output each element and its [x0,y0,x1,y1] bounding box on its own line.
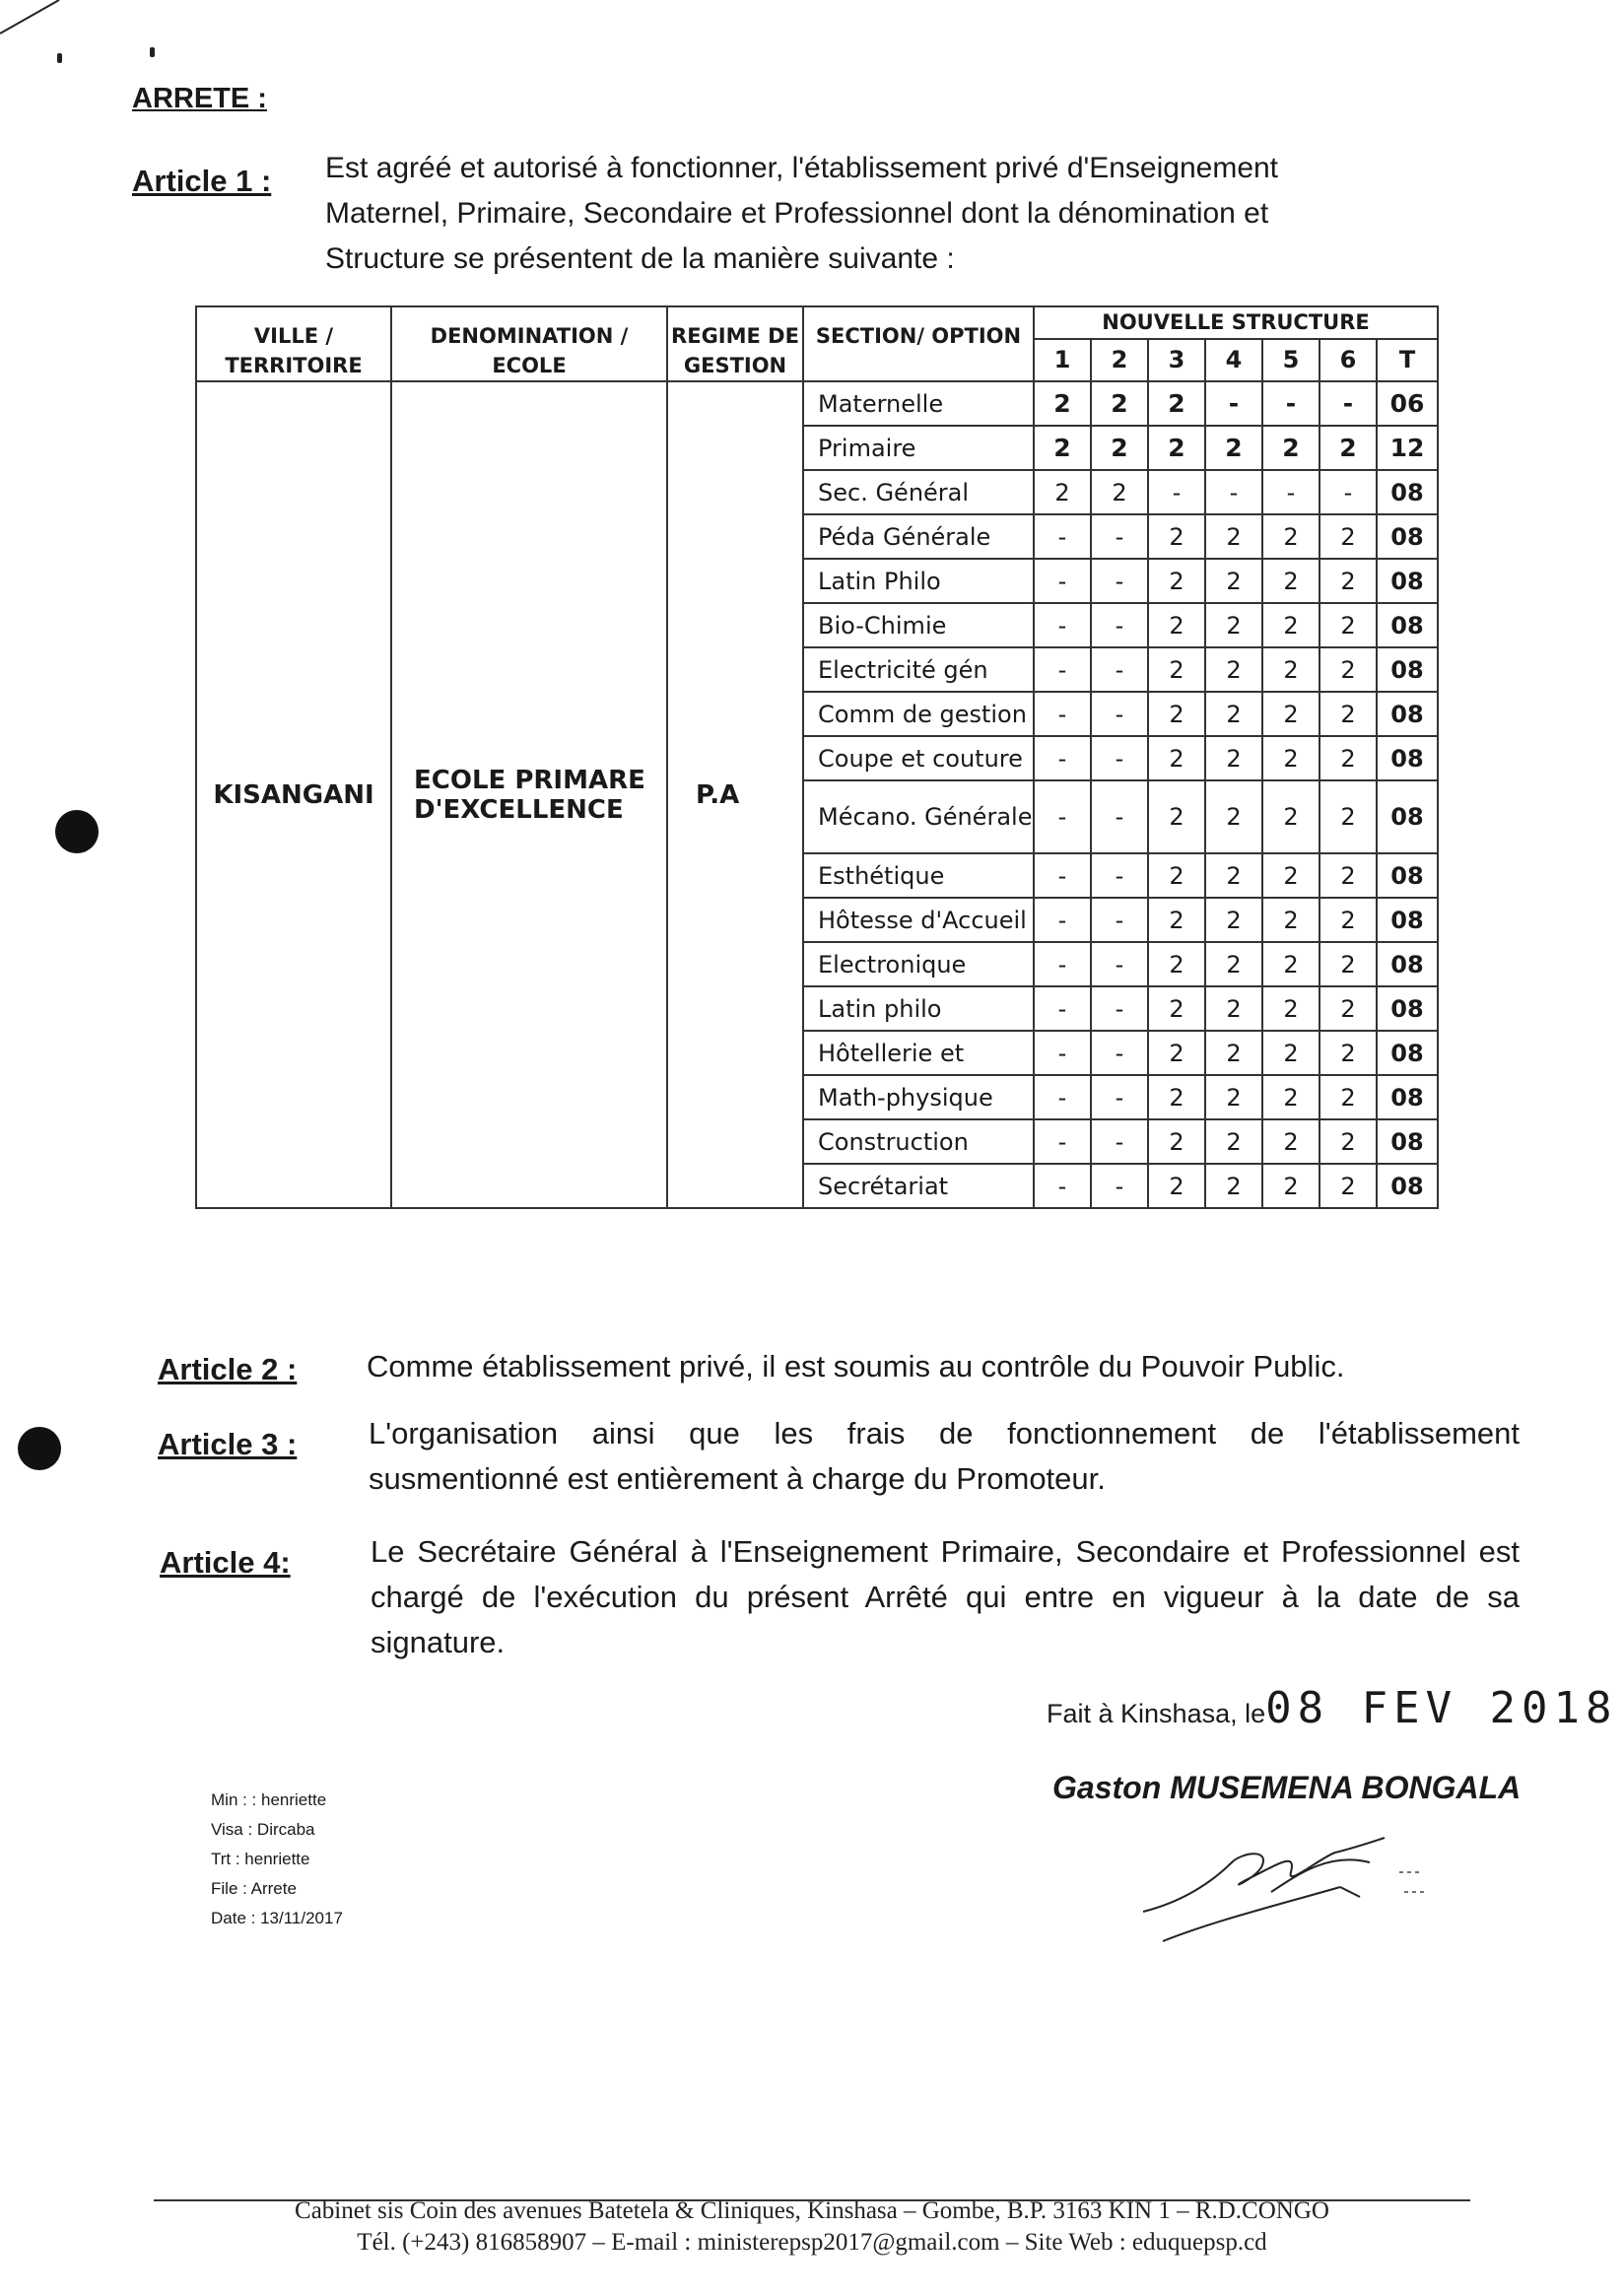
cell-section: Latin philo [803,986,1034,1031]
cell-section: Esthétique [803,853,1034,898]
cell-level-4: 2 [1205,426,1262,470]
cell-total: 12 [1377,426,1438,470]
cell-level-6: 2 [1320,853,1377,898]
cell-level-4: 2 [1205,647,1262,692]
article-3-line: L'organisation ainsi que les frais de fonctionnement de l'établissement [369,1416,1520,1451]
cell-level-1: - [1034,986,1091,1031]
cell-level-2: - [1091,1075,1148,1119]
cell-level-6: 2 [1320,559,1377,603]
cell-level-3: 2 [1148,898,1205,942]
cell-level-4: 2 [1205,853,1262,898]
cell-level-1: - [1034,603,1091,647]
cell-level-1: - [1034,780,1091,853]
cell-level-6: 2 [1320,1164,1377,1208]
cell-level-6: 2 [1320,692,1377,736]
cell-level-1: - [1034,1075,1091,1119]
cell-total: 08 [1377,514,1438,559]
header-nouvelle-structure: NOUVELLE STRUCTURE [1034,306,1438,339]
article-4-text [371,1529,1520,1665]
article-1-line: Structure se présentent de la manière suivante : [325,242,955,275]
cell-level-3: 2 [1148,647,1205,692]
cell-level-3: 2 [1148,426,1205,470]
cell-level-4: 2 [1205,514,1262,559]
cell-total: 08 [1377,1075,1438,1119]
page-heading: ARRETE : [132,83,267,114]
cell-level-5: 2 [1262,1164,1320,1208]
cell-level-4: - [1205,470,1262,514]
cell-level-6: 2 [1320,736,1377,780]
cell-level-2: - [1091,942,1148,986]
article-4-line: chargé de l'exécution du présent Arrêté qui entre en vigueur à la date de sa [371,1580,1520,1614]
cell-denomination: ECOLE PRIMARE D'EXCELLENCE [391,381,667,1208]
cell-total: 08 [1377,559,1438,603]
cell-level-4: 2 [1205,736,1262,780]
cell-total: 06 [1377,381,1438,426]
cell-level-1: - [1034,692,1091,736]
cell-level-2: 2 [1091,426,1148,470]
cell-total: 08 [1377,603,1438,647]
article-1-text [325,146,1278,282]
cell-level-5: 2 [1262,426,1320,470]
cell-level-5: 2 [1262,514,1320,559]
cell-level-5: 2 [1262,603,1320,647]
cell-level-6: 2 [1320,942,1377,986]
internal-references [211,1786,343,1933]
cell-level-2: - [1091,692,1148,736]
cell-total: 08 [1377,470,1438,514]
cell-level-6: - [1320,381,1377,426]
cell-section: Péda Générale [803,514,1034,559]
cell-level-1: - [1034,647,1091,692]
cell-level-3: 2 [1148,1164,1205,1208]
article-4-line: Le Secrétaire Général à l'Enseignement Primaire, Secondaire et Professionnel est [371,1534,1520,1569]
cell-level-3: 2 [1148,986,1205,1031]
cell-level-1: - [1034,942,1091,986]
cell-level-6: 2 [1320,1119,1377,1164]
cell-level-4: 2 [1205,692,1262,736]
cell-total: 08 [1377,853,1438,898]
meta-line: Min : : henriette [211,1790,327,1809]
header-col-3: 3 [1148,339,1205,381]
cell-section: Hôtellerie et [803,1031,1034,1075]
header-col-2: 2 [1091,339,1148,381]
cell-level-3: 2 [1148,780,1205,853]
cell-level-3: 2 [1148,942,1205,986]
cell-level-1: - [1034,1164,1091,1208]
header-regime: REGIME DE GESTION [667,306,803,381]
cell-level-3: 2 [1148,853,1205,898]
cell-level-2: - [1091,514,1148,559]
cell-level-2: - [1091,647,1148,692]
article-1-line: Maternel, Primaire, Secondaire et Professionnel dont la dénomination et [325,197,1269,230]
cell-section: Mécano. Générale [803,780,1034,853]
header-denomination: DENOMINATION / ECOLE [391,306,667,381]
signer-name: Gaston MUSEMENA BONGALA [1052,1770,1522,1805]
cell-level-5: 2 [1262,1075,1320,1119]
cell-level-6: 2 [1320,514,1377,559]
cell-total: 08 [1377,898,1438,942]
footer-address: Cabinet sis Coin des avenues Batetela & Cliniques, Kinshasa – Gombe, B.P. 3163 KIN 1 – R.D.CONGO [295,2197,1329,2224]
header-col-4: 4 [1205,339,1262,381]
cell-level-1: - [1034,559,1091,603]
cell-level-4: 2 [1205,603,1262,647]
cell-level-2: - [1091,603,1148,647]
cell-level-6: 2 [1320,603,1377,647]
cell-level-4: 2 [1205,1119,1262,1164]
cell-level-2: - [1091,853,1148,898]
cell-ville: KISANGANI [196,381,391,1208]
cell-level-5: 2 [1262,1119,1320,1164]
cell-level-5: 2 [1262,986,1320,1031]
cell-level-5: 2 [1262,942,1320,986]
cell-section: Coupe et couture [803,736,1034,780]
cell-level-2: - [1091,1119,1148,1164]
cell-level-2: - [1091,1164,1148,1208]
cell-level-4: 2 [1205,898,1262,942]
cell-level-6: 2 [1320,1075,1377,1119]
cell-section: Electronique [803,942,1034,986]
cell-level-4: 2 [1205,780,1262,853]
article-3-text [369,1411,1520,1502]
cell-level-1: - [1034,853,1091,898]
cell-level-3: 2 [1148,559,1205,603]
cell-regime: P.A [667,381,803,1208]
place-prefix: Fait à Kinshasa, le [1047,1699,1266,1728]
cell-level-6: 2 [1320,426,1377,470]
cell-level-4: 2 [1205,1164,1262,1208]
cell-level-5: - [1262,381,1320,426]
footer-contact: Tél. (+243) 816858907 – E-mail : ministerepsp2017@gmail.com – Site Web : eduquepsp.cd [357,2229,1267,2256]
cell-level-4: 2 [1205,1075,1262,1119]
cell-level-6: 2 [1320,986,1377,1031]
cell-section: Maternelle [803,381,1034,426]
meta-line: Date : 13/11/2017 [211,1909,343,1927]
cell-level-2: 2 [1091,470,1148,514]
cell-section: Primaire [803,426,1034,470]
cell-total: 08 [1377,986,1438,1031]
binder-hole [55,810,99,853]
cell-level-6: 2 [1320,1031,1377,1075]
cell-level-3: 2 [1148,381,1205,426]
cell-level-3: 2 [1148,692,1205,736]
cell-level-4: 2 [1205,986,1262,1031]
article-4-line: signature. [371,1625,506,1659]
cell-level-5: - [1262,470,1320,514]
cell-level-2: - [1091,780,1148,853]
cell-level-4: 2 [1205,559,1262,603]
article-1-label: Article 1 : [132,164,272,198]
cell-total: 08 [1377,942,1438,986]
cell-level-2: - [1091,1031,1148,1075]
cell-total: 08 [1377,1164,1438,1208]
cell-section: Latin Philo [803,559,1034,603]
article-3-line: susmentionné est entièrement à charge du Promoteur. [369,1461,1106,1496]
header-section: SECTION/ OPTION [803,306,1034,381]
cell-section: Construction [803,1119,1034,1164]
cell-level-1: 2 [1034,470,1091,514]
cell-level-5: 2 [1262,898,1320,942]
cell-level-4: 2 [1205,942,1262,986]
article-2-text: Comme établissement privé, il est soumis au contrôle du Pouvoir Public. [367,1349,1345,1383]
cell-section: Bio-Chimie [803,603,1034,647]
cell-level-2: - [1091,559,1148,603]
handwritten-signature [1123,1813,1449,1971]
date-stamp: 08 FEV 2018 [1265,1683,1618,1733]
cell-level-3: 2 [1148,603,1205,647]
meta-line: Visa : Dircaba [211,1820,315,1839]
cell-level-6: 2 [1320,647,1377,692]
cell-level-6: - [1320,470,1377,514]
article-3-label: Article 3 : [158,1427,298,1461]
cell-section: Comm de gestion [803,692,1034,736]
cell-level-3: 2 [1148,1031,1205,1075]
cell-section: Hôtesse d'Accueil [803,898,1034,942]
header-ville: VILLE / TERRITOIRE [196,306,391,381]
cell-level-3: 2 [1148,1075,1205,1119]
table-row [196,381,1438,426]
cell-level-2: - [1091,986,1148,1031]
cell-level-5: 2 [1262,1031,1320,1075]
cell-total: 08 [1377,1031,1438,1075]
article-2-label: Article 2 : [158,1352,298,1386]
structure-table [195,305,1439,1209]
binder-hole [18,1427,61,1470]
cell-level-5: 2 [1262,736,1320,780]
meta-line: Trt : henriette [211,1850,310,1868]
cell-level-1: - [1034,1119,1091,1164]
cell-level-1: - [1034,898,1091,942]
cell-level-5: 2 [1262,647,1320,692]
header-col-6: 6 [1320,339,1377,381]
cell-level-6: 2 [1320,780,1377,853]
cell-level-4: 2 [1205,1031,1262,1075]
cell-level-3: - [1148,470,1205,514]
header-col-total: T [1377,339,1438,381]
cell-level-2: 2 [1091,381,1148,426]
cell-total: 08 [1377,780,1438,853]
cell-total: 08 [1377,1119,1438,1164]
cell-level-2: - [1091,736,1148,780]
article-4-label: Article 4: [160,1545,291,1580]
cell-total: 08 [1377,647,1438,692]
cell-level-2: - [1091,898,1148,942]
cell-section: Electricité gén [803,647,1034,692]
cell-level-1: - [1034,514,1091,559]
corner-fold-mark [0,0,118,39]
cell-section: Secrétariat [803,1164,1034,1208]
cell-section: Sec. Général [803,470,1034,514]
cell-level-6: 2 [1320,898,1377,942]
cell-level-1: 2 [1034,426,1091,470]
cell-level-3: 2 [1148,736,1205,780]
cell-level-1: - [1034,1031,1091,1075]
cell-level-3: 2 [1148,514,1205,559]
cell-level-5: 2 [1262,853,1320,898]
place-date [1047,1683,1618,1733]
cell-level-5: 2 [1262,559,1320,603]
cell-total: 08 [1377,692,1438,736]
cell-section: Math-physique [803,1075,1034,1119]
header-col-5: 5 [1262,339,1320,381]
cell-level-5: 2 [1262,780,1320,853]
cell-level-1: 2 [1034,381,1091,426]
article-1-line: Est agréé et autorisé à fonctionner, l'établissement privé d'Enseignement [325,152,1279,184]
punch-mark [150,47,155,57]
cell-level-1: - [1034,736,1091,780]
cell-total: 08 [1377,736,1438,780]
cell-level-5: 2 [1262,692,1320,736]
punch-mark [57,53,62,63]
meta-line: File : Arrete [211,1879,297,1898]
cell-level-3: 2 [1148,1119,1205,1164]
header-col-1: 1 [1034,339,1091,381]
cell-level-4: - [1205,381,1262,426]
